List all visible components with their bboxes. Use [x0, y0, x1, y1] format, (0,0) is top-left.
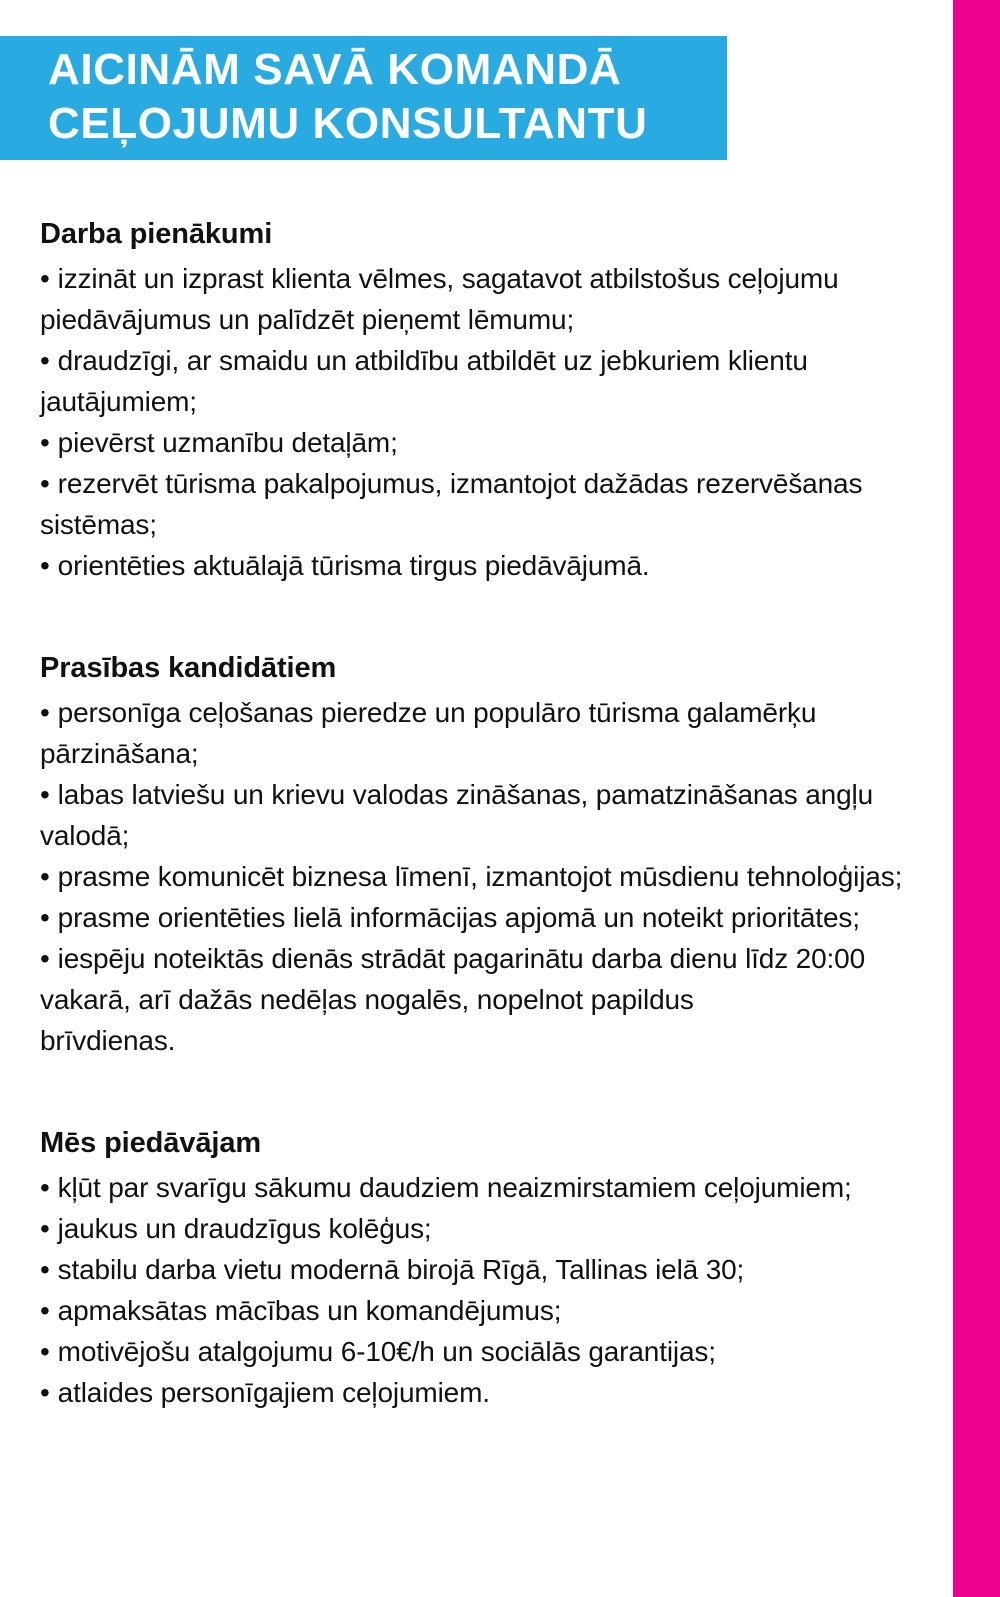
bullet-text: jaukus un draudzīgus kolēģus;: [57, 1213, 432, 1244]
bullet-item: [40, 897, 910, 938]
bullet-text: stabilu darba vietu modernā birojā Rīgā, Tallinas ielā 30;: [57, 1254, 745, 1285]
bullet-item: [40, 545, 910, 586]
bullet-dot-icon: •: [40, 1213, 50, 1244]
section-heading: Mēs piedāvājam: [40, 1127, 262, 1159]
bullet-list: [40, 1167, 910, 1413]
bullet-dot-icon: •: [40, 550, 50, 581]
bullet-dot-icon: •: [40, 1336, 50, 1367]
bullet-text: kļūt par svarīgu sākumu daudziem neaizmirstamiem ceļojumiem;: [57, 1172, 852, 1203]
bullet-item: [40, 692, 910, 774]
bullet-dot-icon: •: [40, 902, 50, 933]
right-pink-stripe: [953, 0, 1000, 1597]
bullet-text: labas latviešu un krievu valodas zināšanas, pamatzināšanas angļu valodā;: [40, 779, 874, 851]
bullet-text: apmaksātas mācības un komandējumus;: [57, 1295, 562, 1326]
bullet-text: iespēju noteiktās dienās strādāt pagarinātu darba dienu līdz 20:00 vakarā, arī dažās nedēļas nogalēs, nopelnot papildus brīvdienas.: [40, 943, 865, 1056]
bullet-text: orientēties aktuālajā tūrisma tirgus piedāvājumā.: [57, 550, 650, 581]
bullet-dot-icon: •: [40, 1254, 50, 1285]
bullet-item: [40, 1331, 910, 1372]
bullet-text: izzināt un izprast klienta vēlmes, sagatavot atbilstošus ceļojumu piedāvājumus un palīdzēt pieņemt lēmumu;: [40, 263, 839, 335]
bullet-dot-icon: •: [40, 697, 50, 728]
bullet-dot-icon: •: [40, 943, 50, 974]
bullet-item: [40, 1208, 910, 1249]
bullet-item: [40, 422, 910, 463]
bullet-dot-icon: •: [40, 263, 50, 294]
bullet-text: pievērst uzmanību detaļām;: [57, 427, 398, 458]
bullet-item: [40, 938, 910, 1061]
banner-title-line-1: AICINĀM SAVĀ KOMANDĀ: [48, 45, 622, 94]
bullet-text: draudzīgi, ar smaidu un atbildību atbildēt uz jebkuriem klientu jautājumiem;: [40, 345, 808, 417]
bullet-text: prasme orientēties lielā informācijas apjomā un noteikt prioritātes;: [57, 902, 860, 933]
bullet-dot-icon: •: [40, 1172, 50, 1203]
bullet-dot-icon: •: [40, 427, 50, 458]
job-section: [40, 1123, 910, 1413]
bullet-text: atlaides personīgajiem ceļojumiem.: [57, 1377, 490, 1408]
bullet-text: prasme komunicēt biznesa līmenī, izmantojot mūsdienu tehnoloģijas;: [57, 861, 903, 892]
job-section: [40, 214, 910, 586]
bullet-item: [40, 1372, 910, 1413]
section-heading: Prasības kandidātiem: [40, 652, 337, 684]
bullet-item: [40, 340, 910, 422]
bullet-text: personīga ceļošanas pieredze un populāro tūrisma galamērķu pārzināšana;: [40, 697, 817, 769]
banner-title-line-2: CEĻOJUMU KONSULTANTU: [48, 99, 648, 148]
bullet-item: [40, 1167, 910, 1208]
bullet-item: [40, 1290, 910, 1331]
job-description-content: [40, 214, 910, 1413]
bullet-item: [40, 1249, 910, 1290]
job-section: [40, 648, 910, 1061]
bullet-item: [40, 774, 910, 856]
bullet-item: [40, 856, 910, 897]
bullet-item: [40, 258, 910, 340]
bullet-dot-icon: •: [40, 861, 50, 892]
bullet-item: [40, 463, 910, 545]
title-banner: [0, 36, 727, 160]
bullet-dot-icon: •: [40, 1295, 50, 1326]
section-heading: Darba pienākumi: [40, 218, 273, 250]
bullet-dot-icon: •: [40, 779, 50, 810]
bullet-dot-icon: •: [40, 345, 50, 376]
bullet-list: [40, 692, 910, 1061]
bullet-text: rezervēt tūrisma pakalpojumus, izmantojot dažādas rezervēšanas sistēmas;: [40, 468, 863, 540]
bullet-list: [40, 258, 910, 586]
bullet-text: motivējošu atalgojumu 6-10€/h un sociālās garantijas;: [57, 1336, 716, 1367]
bullet-dot-icon: •: [40, 1377, 50, 1408]
bullet-dot-icon: •: [40, 468, 50, 499]
